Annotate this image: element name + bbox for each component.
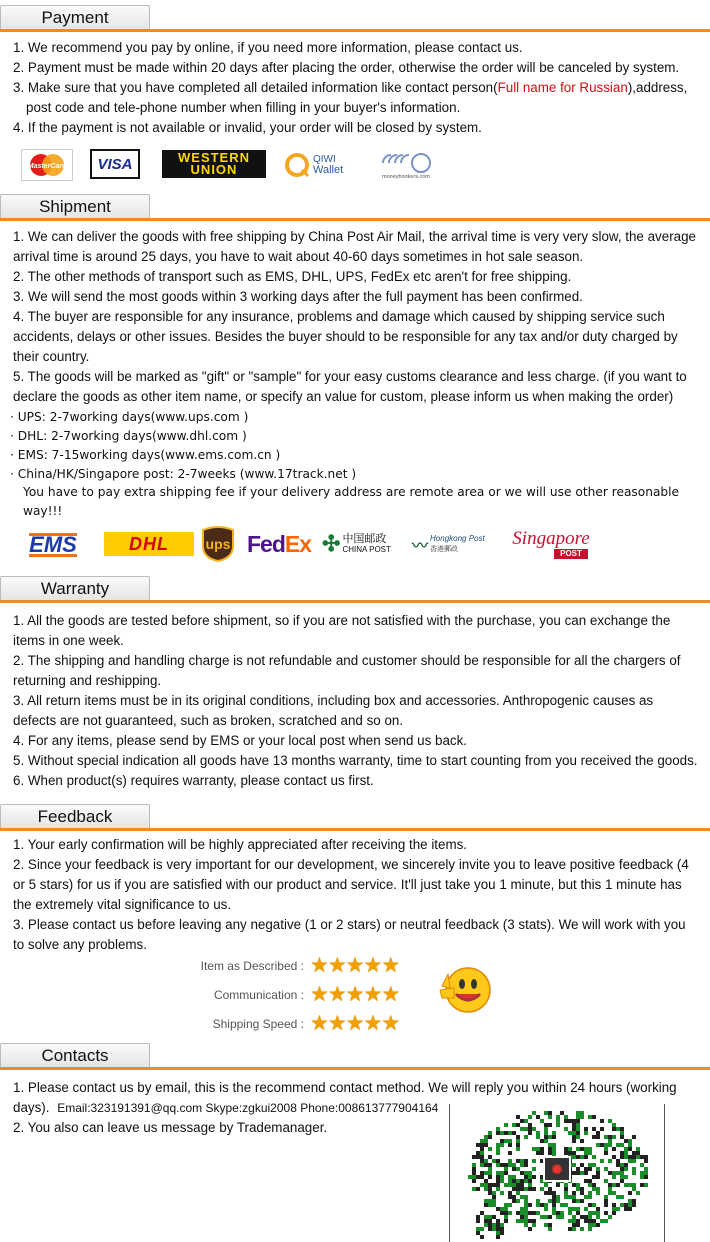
fedex-text-1: Fed (246, 530, 285, 557)
star-icon: ★ (327, 983, 347, 1006)
warranty-item-4: 4. For any items, please send by EMS or your local post when send us back. (13, 733, 468, 748)
qr-divider-right (664, 1104, 665, 1242)
visa-text: VISA (97, 155, 133, 173)
moneybookers-icon (377, 152, 435, 174)
payment-item-1: 1. We recommend you pay by online, if you need more information, please contact us. (13, 40, 523, 55)
star-icon: ★ (345, 1012, 365, 1035)
china-post-text-2: CHINA POST (342, 545, 391, 554)
shipment-item-1: 1. We can deliver the goods with free shipping by China Post Air Mail, the arrival time is very very slow, the average (13, 229, 696, 244)
mastercard-text: MasterCard (27, 163, 67, 170)
payment-divider (0, 29, 710, 32)
carrier-ems: · EMS: 7-15working days(www.ems.com.cn ) (10, 448, 281, 462)
payment-item-4: 4. If the payment is not available or invalid, your order will be closed by system. (13, 120, 482, 135)
shipment-item-3: 3. We will send the most goods within 3 working days after the full payment has been confirmed. (13, 289, 583, 304)
payment-item-3-highlight: Full name for Russian (497, 80, 628, 95)
dhl-logo (104, 532, 194, 556)
carrier-ups: · UPS: 2-7working days(www.ups.com ) (10, 410, 249, 424)
feedback-tab: Feedback (0, 804, 150, 829)
feedback-item-3-cont: to solve any problems. (13, 937, 147, 952)
feedback-section (0, 804, 710, 1036)
contacts-divider (0, 1067, 710, 1070)
warranty-item-2-cont: returning and reshipping. (13, 673, 162, 688)
singapore-post-logo (498, 526, 604, 562)
shipment-item-5: 5. The goods will be marked as "gift" or "sample" for your easy customs clearance and less charge. (if you want to (13, 369, 687, 384)
shipment-item-4-cont-a: accidents, delays or other issues. Besides the buyer should to be responsible for any tax and/or duty charged by (13, 329, 678, 344)
hongkong-post-logo (412, 528, 494, 560)
shipment-item-5-cont: declare the goods as other item name, or specify an value for custom, please inform us when making the order) (13, 389, 674, 404)
visa-logo (90, 149, 140, 179)
contacts-section (0, 1043, 710, 1242)
payment-item-3-text-a: 3. Make sure that you have completed all detailed information like contact person( (13, 80, 498, 95)
hongkong-post-wing-icon: 〰 (412, 537, 429, 555)
warranty-item-6: 6. When product(s) requires warranty, please contact us first. (13, 773, 374, 788)
dhl-text: DHL (129, 533, 169, 554)
contacts-item-2: 2. You also can leave us message by Trademanager. (13, 1120, 328, 1135)
contacts-tab: Contacts (0, 1043, 150, 1068)
singapore-post-text-2: POST (554, 549, 588, 559)
fedex-text-2: Ex (284, 530, 312, 557)
payment-section (0, 5, 710, 190)
moneybookers-logo (375, 150, 437, 182)
shipment-item-4-cont-b: their country. (13, 349, 90, 364)
star-icon: ★ (345, 983, 365, 1006)
remote-area-note-cont: way!!! (23, 504, 63, 518)
western-union-text-1: WESTERN (178, 150, 250, 165)
qiwi-text-1: QIWI (313, 154, 336, 165)
feedback-item-2-cont-a: or 5 stars) for us if you are satisfied with our product and service. It'll just take you 1 minute, but this 1 minute has (13, 877, 682, 892)
qiwi-icon (284, 152, 310, 178)
china-post-text-1: 中国邮政 (342, 532, 387, 545)
mastercard-icon (24, 152, 70, 178)
rating-row-item-described (200, 955, 399, 976)
qr-center-logo-icon: ✹ (550, 1162, 564, 1179)
star-icon: ★ (310, 1012, 329, 1035)
china-post-emblem-icon: ✣ (322, 531, 341, 556)
feedback-item-2-cont-b: the extremely vital significance to us. (13, 897, 232, 912)
rating-row-communication (200, 984, 399, 1005)
mastercard-logo (21, 149, 73, 181)
rating-label: Shipping Speed : (212, 1016, 304, 1031)
shipment-divider (0, 218, 710, 221)
star-icon: ★ (327, 1012, 347, 1035)
western-union-logo (162, 150, 266, 178)
qiwi-text-2: Wallet (313, 164, 344, 176)
shipment-section (0, 194, 710, 569)
warranty-item-5: 5. Without special indication all goods have 13 months warranty, time to start counting from you received the goods. (13, 753, 698, 768)
star-icon: ★ (363, 1012, 383, 1035)
western-union-text-2: UNION (190, 162, 238, 177)
feedback-item-1: 1. Your early confirmation will be highly appreciated after receiving the items. (13, 837, 468, 852)
smiley-thumbs-up-icon (436, 964, 496, 1016)
warranty-tab: Warranty (0, 576, 150, 601)
rating-row-shipping-speed (200, 1013, 399, 1034)
hongkong-post-text-1: Hongkong Post (430, 534, 485, 543)
moneybookers-text: moneybookers.com (382, 174, 430, 180)
shipment-item-2: 2. The other methods of transport such as EMS, DHL, UPS, FedEx etc aren't for free shipping. (13, 269, 572, 284)
rating-label: Communication : (213, 987, 304, 1002)
star-icon: ★ (381, 1012, 401, 1035)
payment-item-3 (13, 78, 687, 98)
rating-label: Item as Described : (200, 958, 304, 973)
payment-item-3-text-b: ),address, (627, 80, 688, 95)
star-icon: ★ (381, 954, 401, 977)
star-icon: ★ (381, 983, 401, 1006)
shipment-item-1-cont: arrival time is around 25 days, you have to wait about 40-60 days sometimes in hot sale season. (13, 249, 584, 264)
ems-text: EMS (29, 532, 77, 557)
contacts-item-1-days: days). (13, 1100, 50, 1115)
warranty-item-3-cont: defects are not guaranteed, such as broken, scratched and so on. (13, 713, 404, 728)
contact-details: Email:323191391@qq.com Skype:zgkui2008 Phone:008613777904164 (57, 1101, 439, 1115)
feedback-divider (0, 828, 710, 831)
hongkong-post-text-2: 香港郵政 (430, 545, 459, 553)
contacts-item-1-cont (13, 1098, 438, 1118)
qr-divider-left (449, 1104, 450, 1242)
contacts-item-1: 1. Please contact us by email, this is the recommend contact method. We will reply you within 24 hours (working (13, 1080, 677, 1095)
star-icon: ★ (363, 954, 383, 977)
singapore-post-text-1: Singapore (512, 528, 590, 549)
payment-item-2: 2. Payment must be made within 20 days after placing the order, otherwise the order will be canceled by system. (13, 60, 680, 75)
fedex-logo (241, 530, 317, 558)
shipment-item-4: 4. The buyer are responsible for any insurance, problems and damage which caused by shipping service such (13, 309, 665, 324)
remote-area-note: You have to pay extra shipping fee if your delivery address are remote area or we will use other reasonable (23, 485, 680, 499)
shipment-tab: Shipment (0, 194, 150, 219)
warranty-item-2: 2. The shipping and handling charge is not refundable and customer should be responsible for all the chargers of (13, 653, 681, 668)
china-post-logo (322, 530, 406, 558)
ems-logo (12, 532, 94, 558)
ups-text: ups (205, 536, 231, 552)
warranty-section (0, 576, 710, 796)
feedback-item-3: 3. Please contact us before leaving any negative (1 or 2 stars) or neutral feedback (3 stats). We will work with you (13, 917, 686, 932)
payment-item-3-cont: post code and tele-phone number when filling in your buyer's information. (26, 100, 461, 115)
qiwi-logo (284, 150, 364, 180)
warranty-item-3: 3. All return items must be in its original conditions, including box and accessories. Anthropogenic causes as (13, 693, 654, 708)
payment-tab: Payment (0, 5, 150, 30)
carrier-dhl: · DHL: 2-7working days(www.dhl.com ) (10, 429, 247, 443)
warranty-item-1-cont: items in one week. (13, 633, 124, 648)
warranty-divider (0, 600, 710, 603)
star-icon: ★ (363, 983, 383, 1006)
ups-logo (200, 526, 236, 562)
feedback-item-2: 2. Since your feedback is very important for our development, we sincerely invite you to leave positive feedback (4 (13, 857, 689, 872)
star-icon: ★ (345, 954, 365, 977)
wechat-qr-code[interactable] (464, 1107, 650, 1239)
star-icon: ★ (310, 954, 329, 977)
star-icon: ★ (327, 954, 347, 977)
warranty-item-1: 1. All the goods are tested before shipment, so if you are not satisfied with the purchase, you can exchange the (13, 613, 671, 628)
carrier-post: · China/HK/Singapore post: 2-7weeks (www.17track.net ) (10, 467, 357, 481)
star-icon: ★ (310, 983, 329, 1006)
